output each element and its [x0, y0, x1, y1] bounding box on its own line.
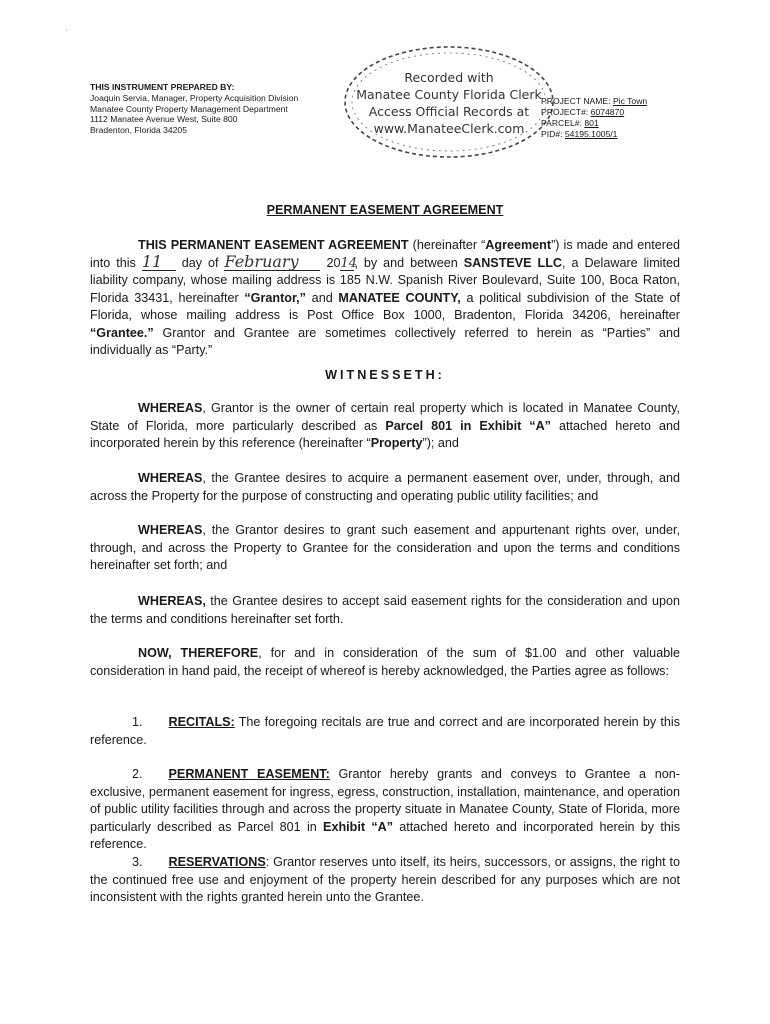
agreement-lead: THIS PERMANENT EASEMENT AGREEMENT — [138, 238, 409, 252]
preparer-line: Bradenton, Florida 34205 — [90, 125, 187, 136]
section-recitals — [90, 714, 680, 749]
pid-label: PID#: — [541, 129, 563, 139]
section-heading: RECITALS: — [168, 715, 235, 729]
whereas-paragraph — [90, 400, 680, 453]
whereas-text: ”); and — [422, 436, 459, 450]
intro-text: and — [305, 290, 339, 305]
section-text: The foregoing recitals are true and correct and are incorporated herein by this reference. — [90, 715, 680, 747]
whereas-paragraph — [90, 522, 680, 575]
section-heading: PERMANENT EASEMENT: — [168, 767, 330, 781]
whereas-paragraph — [90, 593, 680, 628]
section-heading: RESERVATIONS — [168, 855, 266, 869]
preparer-line: Joaquin Servia, Manager, Property Acquisition Division — [90, 92, 299, 103]
agreement-term: Agreement — [485, 238, 552, 252]
intro-text: (hereinafter “ — [408, 238, 486, 252]
handwritten-month: February — [224, 251, 299, 271]
intro-text: day of — [175, 255, 225, 270]
intro-paragraph — [90, 237, 680, 360]
stamp-border-icon — [338, 40, 560, 165]
grantor-term: “Grantor,” — [244, 290, 306, 305]
grantor-name: SANSTEVE LLC — [463, 255, 563, 270]
section-number: 1. — [132, 715, 143, 729]
grantee-name: MANATEE COUNTY, — [338, 290, 461, 305]
whereas-text: , the Grantor desires to grant such easement and appurtenant rights over, under, through, and across the Property to Grantee for the consideration and upon the terms and conditions hereinafter set forth; and — [90, 523, 680, 572]
intro-text: , by and between — [354, 255, 464, 270]
handwritten-year: 14 — [340, 255, 357, 271]
section-permanent-easement — [90, 766, 680, 854]
whereas-text: , Grantor is the owner of certain real property which is located in Manatee County, State of Florida, more particularly described as — [90, 401, 680, 433]
whereas-lead: WHEREAS — [138, 401, 203, 415]
project-number-label: PROJECT#: — [541, 107, 589, 117]
whereas-lead: WHEREAS, — [138, 594, 206, 608]
parcel-number: 801 — [584, 118, 599, 128]
preparer-block — [90, 82, 298, 136]
property-term: Property — [370, 436, 423, 450]
section-reservations — [90, 854, 680, 907]
scan-mark: ′ — [66, 28, 68, 37]
recording-stamp — [338, 40, 560, 165]
document-title: PERMANENT EASEMENT AGREEMENT — [266, 203, 504, 217]
whereas-text: attached hereto and incorporated herein by this reference (hereinafter “ — [90, 418, 680, 450]
pid-number: 54195.1005/1 — [564, 129, 618, 139]
stamp-line: Manatee County Florida Clerk — [356, 87, 542, 102]
parcel-label: PARCEL#: — [541, 118, 582, 128]
section-text: Grantor hereby grants and conveys to Grantee a non-exclusive, permanent easement for ingress, egress, construction, installation, maintenance, and operation of public utility facilities through and across the property situate in Manatee County, State of Florida, more particularly described as Parcel 801 in — [90, 767, 680, 834]
now-therefore-paragraph — [90, 645, 680, 680]
whereas-lead: WHEREAS — [138, 471, 203, 485]
intro-text: Grantor and Grantee are sometimes collectively referred to herein as “Parties” and individually as “Party.” — [90, 325, 680, 357]
witnesseth-heading: WITNESSETH: — [325, 368, 445, 382]
stamp-line: Access Official Records at — [368, 104, 530, 119]
grantee-term: “Grantee.” — [90, 325, 154, 340]
intro-text: a political subdivision of the State of Florida, whose mailing address is Post Office Box 1000, Bradenton, Florida 34206, hereinafter — [90, 290, 680, 322]
preparer-line: Manatee County Property Management Department — [90, 103, 288, 114]
preparer-line: 1112 Manatee Avenue West, Suite 800 — [90, 114, 238, 125]
section-number: 3. — [132, 855, 143, 869]
preparer-heading: THIS INSTRUMENT PREPARED BY: — [90, 82, 235, 92]
project-name-label: PROJECT NAME: — [541, 96, 611, 106]
handwritten-day: 11 — [141, 251, 163, 271]
intro-text: , a Delaware limited liability company, whose mailing address is 185 N.W. Spanish River Boulevard, Suite 100, Boca Raton, Florida 33431, hereinafter — [90, 255, 680, 305]
stamp-line: Recorded with — [404, 70, 494, 85]
project-info — [541, 96, 647, 140]
project-number: 6074870 — [590, 107, 625, 117]
intro-text: 20 — [320, 255, 341, 270]
section-text: attached hereto and incorporated herein by this reference. — [90, 819, 680, 851]
whereas-paragraph — [90, 470, 680, 505]
whereas-lead: WHEREAS — [138, 523, 203, 537]
section-text: : Grantor reserves unto itself, its heirs, successors, or assigns, the right to the continued free use and enjoyment of the property herein described for any purposes which are not inconsistent with the rights granted herein unto the Grantee. — [90, 855, 680, 904]
parcel-reference: Parcel 801 in Exhibit “A” — [385, 418, 551, 433]
now-therefore-text: , for and in consideration of the sum of $1.00 and other valuable consideration in hand paid, the receipt of whereof is hereby acknowledged, the Parties agree as follows: — [90, 646, 680, 678]
now-therefore-lead: NOW, THEREFORE — [138, 646, 259, 660]
intro-text: ”) is made and entered into this — [90, 238, 680, 270]
whereas-text: the Grantee desires to accept said easement rights for the consideration and upon the terms and conditions hereinafter set forth. — [90, 594, 680, 626]
project-name: Pic Town — [612, 96, 648, 106]
whereas-text: , the Grantee desires to acquire a permanent easement over, under, through, and across the Property for the purpose of constructing and operating public utility facilities; and — [90, 471, 680, 503]
exhibit-reference: Exhibit “A” — [323, 819, 394, 834]
stamp-line: www.ManateeClerk.com — [373, 121, 525, 136]
section-number: 2. — [132, 767, 143, 781]
